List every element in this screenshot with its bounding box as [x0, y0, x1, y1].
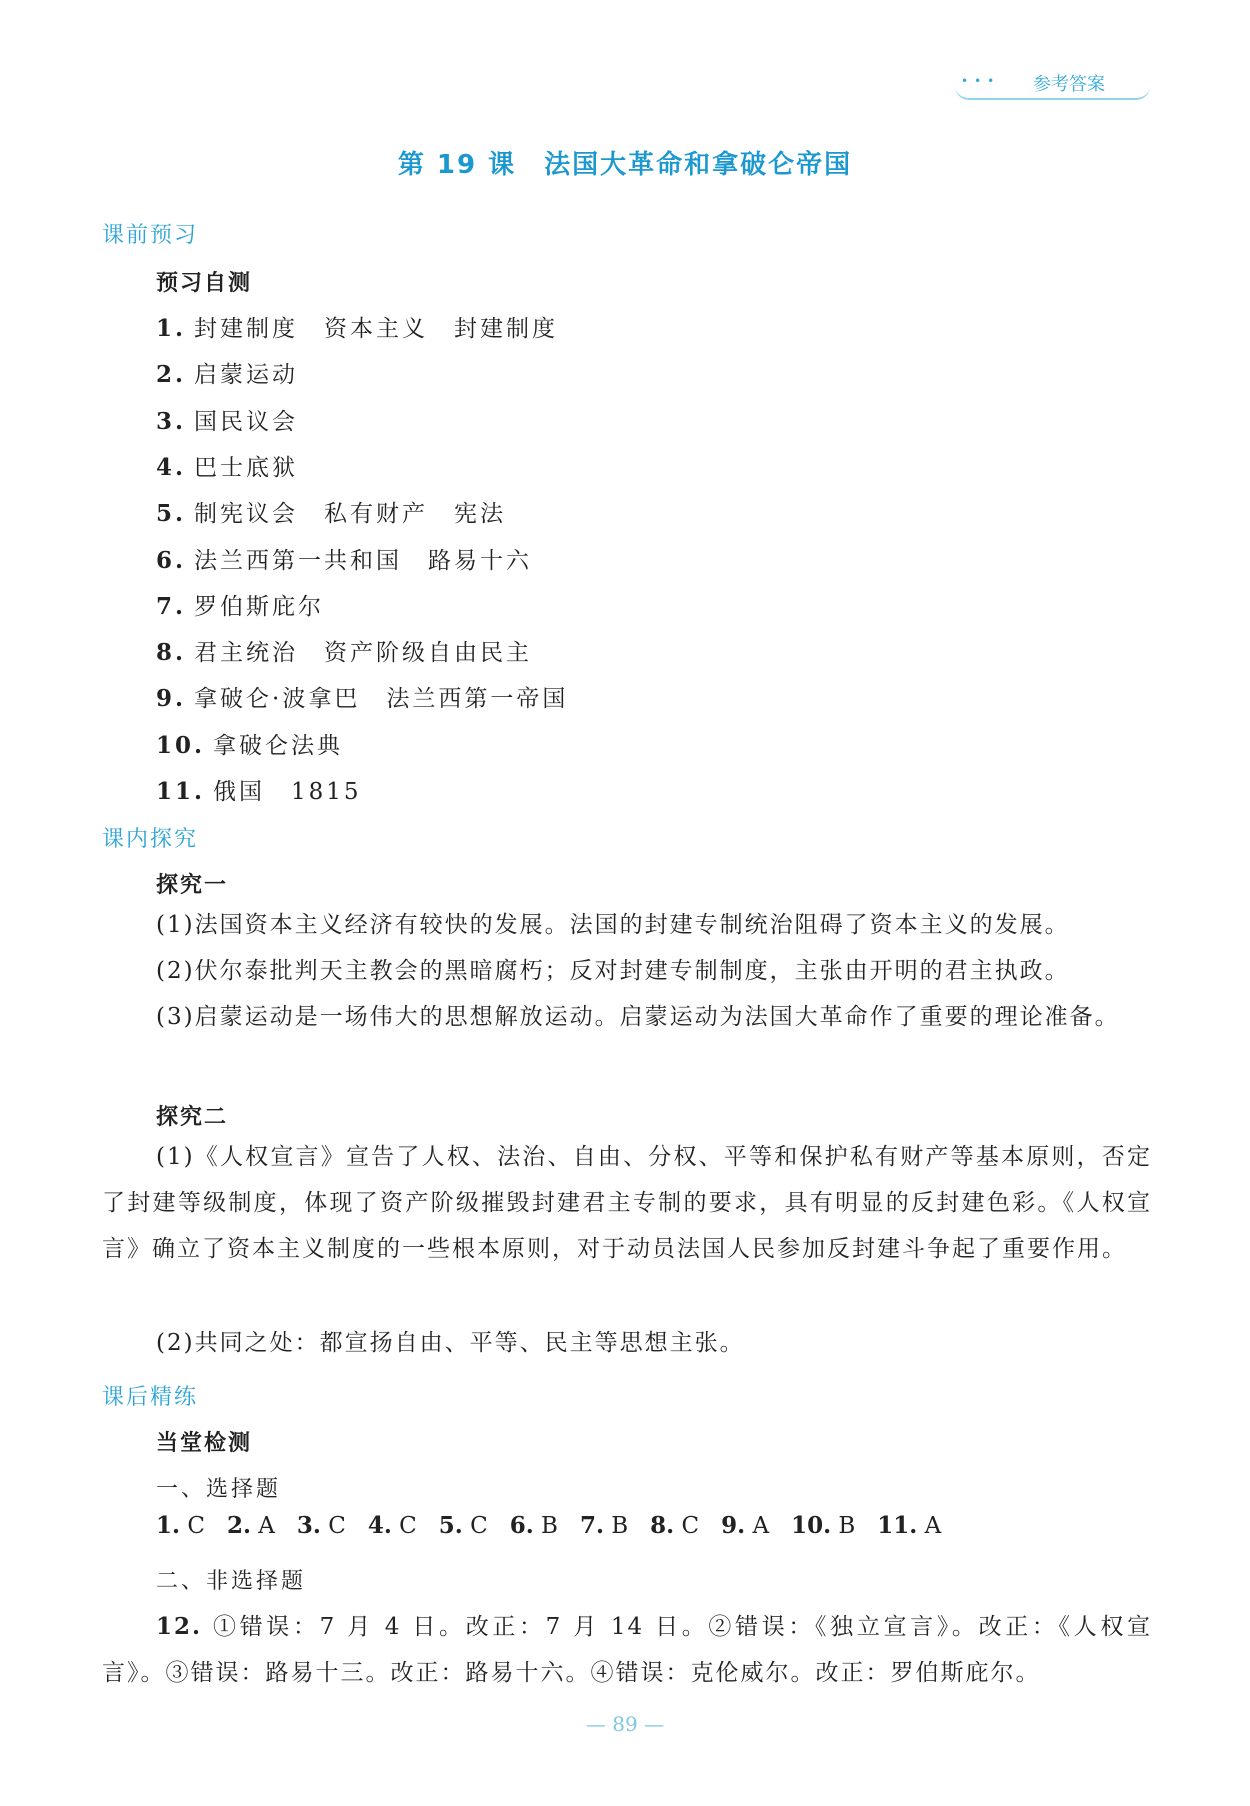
pre-answer-text: 罗伯斯庇尔: [194, 593, 325, 620]
pre-answer-number: 2.: [156, 361, 187, 389]
choice-answers: [156, 1512, 963, 1539]
inquiry2-p1: (1)《人权宣言》宣告了人权、法治、自由、分权、平等和保护私有财产等基本原则，否定了封建等级制度，体现了资产阶级摧毁封建君主专制的要求，具有明显的反封建色彩。《人权宣言》确立了资本主义制度的一些根本原则，对于动员法国人民参加反封建斗争起了重要作用。: [102, 1144, 1152, 1262]
choice-heading: 一、选择题: [156, 1477, 282, 1502]
header-tag-label: 参考答案: [1033, 74, 1105, 95]
inquiry1-heading: 探究一: [156, 873, 229, 898]
pre-answer-text: 启蒙运动: [194, 362, 299, 389]
choice-letter: B: [541, 1513, 558, 1539]
pre-answer-text: 法兰西第一共和国 路易十六: [194, 547, 533, 574]
choice-answer: [510, 1513, 558, 1539]
pre-answer-text: 国民议会: [194, 408, 299, 435]
choice-letter: C: [681, 1513, 700, 1539]
q12-number: 12.: [156, 1613, 203, 1640]
pre-sub-heading: 预习自测: [156, 271, 253, 296]
header-tag: [955, 68, 1150, 100]
choice-answer: [650, 1513, 699, 1539]
choice-answer: [721, 1513, 769, 1539]
pre-answer-text: 拿破仑·波拿巴 法兰西第一帝国: [194, 686, 569, 713]
pre-answer-item: [156, 449, 298, 482]
page-number: — 89 —: [585, 1712, 665, 1736]
section-inclass: 课内探究: [102, 827, 199, 852]
after-sub-heading: 当堂检测: [156, 1431, 253, 1456]
choice-number: 1.: [156, 1512, 181, 1539]
pre-answer-text: 拿破仑法典: [213, 732, 344, 759]
choice-number: 4.: [367, 1512, 392, 1539]
pre-answer-number: 8.: [156, 639, 187, 667]
choice-number: 10.: [791, 1512, 832, 1539]
choice-answer: [156, 1513, 205, 1539]
section-after: 课后精练: [102, 1385, 199, 1410]
pre-answer-text: 制宪议会 私有财产 宪法: [194, 501, 507, 528]
choice-answer: [791, 1513, 855, 1539]
pre-answer-number: 5.: [156, 500, 187, 528]
choice-letter: C: [399, 1513, 417, 1539]
choice-answer: [877, 1513, 941, 1539]
pre-answer-item: [156, 634, 532, 667]
section-pre: 课前预习: [102, 223, 199, 248]
choice-answer: [227, 1513, 275, 1539]
choice-number: 2.: [226, 1512, 251, 1539]
inquiry2-heading: 探究二: [156, 1105, 229, 1130]
choice-letter: B: [838, 1513, 856, 1539]
pre-answer-item: [156, 403, 298, 436]
inquiry1-p3: (3)启蒙运动是一场伟大的思想解放运动。启蒙运动为法国大革命作了重要的理论准备。: [156, 1004, 1120, 1030]
choice-letter: A: [752, 1513, 770, 1539]
choice-answer: [580, 1513, 628, 1539]
pre-answer-item: [156, 680, 568, 713]
pre-answer-item: [156, 773, 362, 806]
choice-letter: C: [187, 1513, 205, 1539]
pre-answer-number: 10.: [156, 731, 206, 759]
pre-answer-number: 3.: [156, 407, 187, 435]
pre-answer-item: [156, 310, 558, 343]
choice-answer: [439, 1513, 488, 1539]
lesson-title: 第 19 课 法国大革命和拿破仑帝国: [397, 150, 853, 180]
pre-answer-item: [156, 727, 343, 760]
choice-letter: A: [924, 1513, 942, 1539]
inquiry1-p1: (1)法国资本主义经济有较快的发展。法国的封建专制统治阻碍了资本主义的发展。: [156, 912, 1070, 938]
inquiry2-p2: (2)共同之处：都宣扬自由、平等、民主等思想主张。: [156, 1330, 745, 1356]
pre-answer-item: [156, 542, 532, 575]
pre-answer-text: 君主统治 资产阶级自由民主: [194, 640, 533, 667]
pre-answer-text: 俄国 1815: [213, 779, 362, 805]
choice-letter: A: [258, 1513, 275, 1539]
pre-answer-number: 4.: [156, 453, 187, 481]
pre-answer-number: 9.: [156, 685, 187, 713]
choice-number: 6.: [509, 1512, 534, 1539]
choice-answer: [368, 1513, 417, 1539]
pre-answer-number: 1.: [156, 315, 187, 342]
header-dots-icon: •••: [961, 74, 1001, 88]
nonchoice-heading: 二、非选择题: [156, 1569, 307, 1594]
choice-answer: [297, 1513, 346, 1539]
pre-answer-item: [156, 356, 298, 389]
pre-answer-text: 巴士底狱: [194, 454, 299, 481]
choice-number: 9.: [721, 1512, 746, 1539]
choice-number: 5.: [438, 1512, 463, 1539]
pre-answer-item: [156, 495, 506, 528]
choice-letter: B: [611, 1513, 629, 1539]
choice-number: 8.: [650, 1512, 675, 1539]
choice-number: 3.: [296, 1512, 321, 1539]
pre-answer-number: 11.: [156, 778, 206, 805]
q12-answer: 12. ①错误：7 月 4 日。改正：7 月 14 日。②错误：《独立宣言》。改正：《人权宣言》。③错误：路易十三。改正：路易十六。④错误：克伦威尔。改正：罗伯斯庇尔。: [102, 1613, 1152, 1686]
pre-answer-number: 6.: [156, 546, 187, 574]
choice-letter: C: [470, 1513, 488, 1539]
inquiry1-p2: (2)伏尔泰批判天主教会的黑暗腐朽；反对封建专制制度，主张由开明的君主执政。: [156, 958, 1070, 984]
pre-answer-text: 封建制度 资本主义 封建制度: [194, 316, 559, 342]
pre-answer-item: [156, 588, 324, 621]
choice-letter: C: [328, 1513, 346, 1539]
choice-number: 7.: [579, 1512, 604, 1539]
pre-answer-number: 7.: [156, 592, 187, 620]
choice-number: 11.: [877, 1512, 918, 1539]
